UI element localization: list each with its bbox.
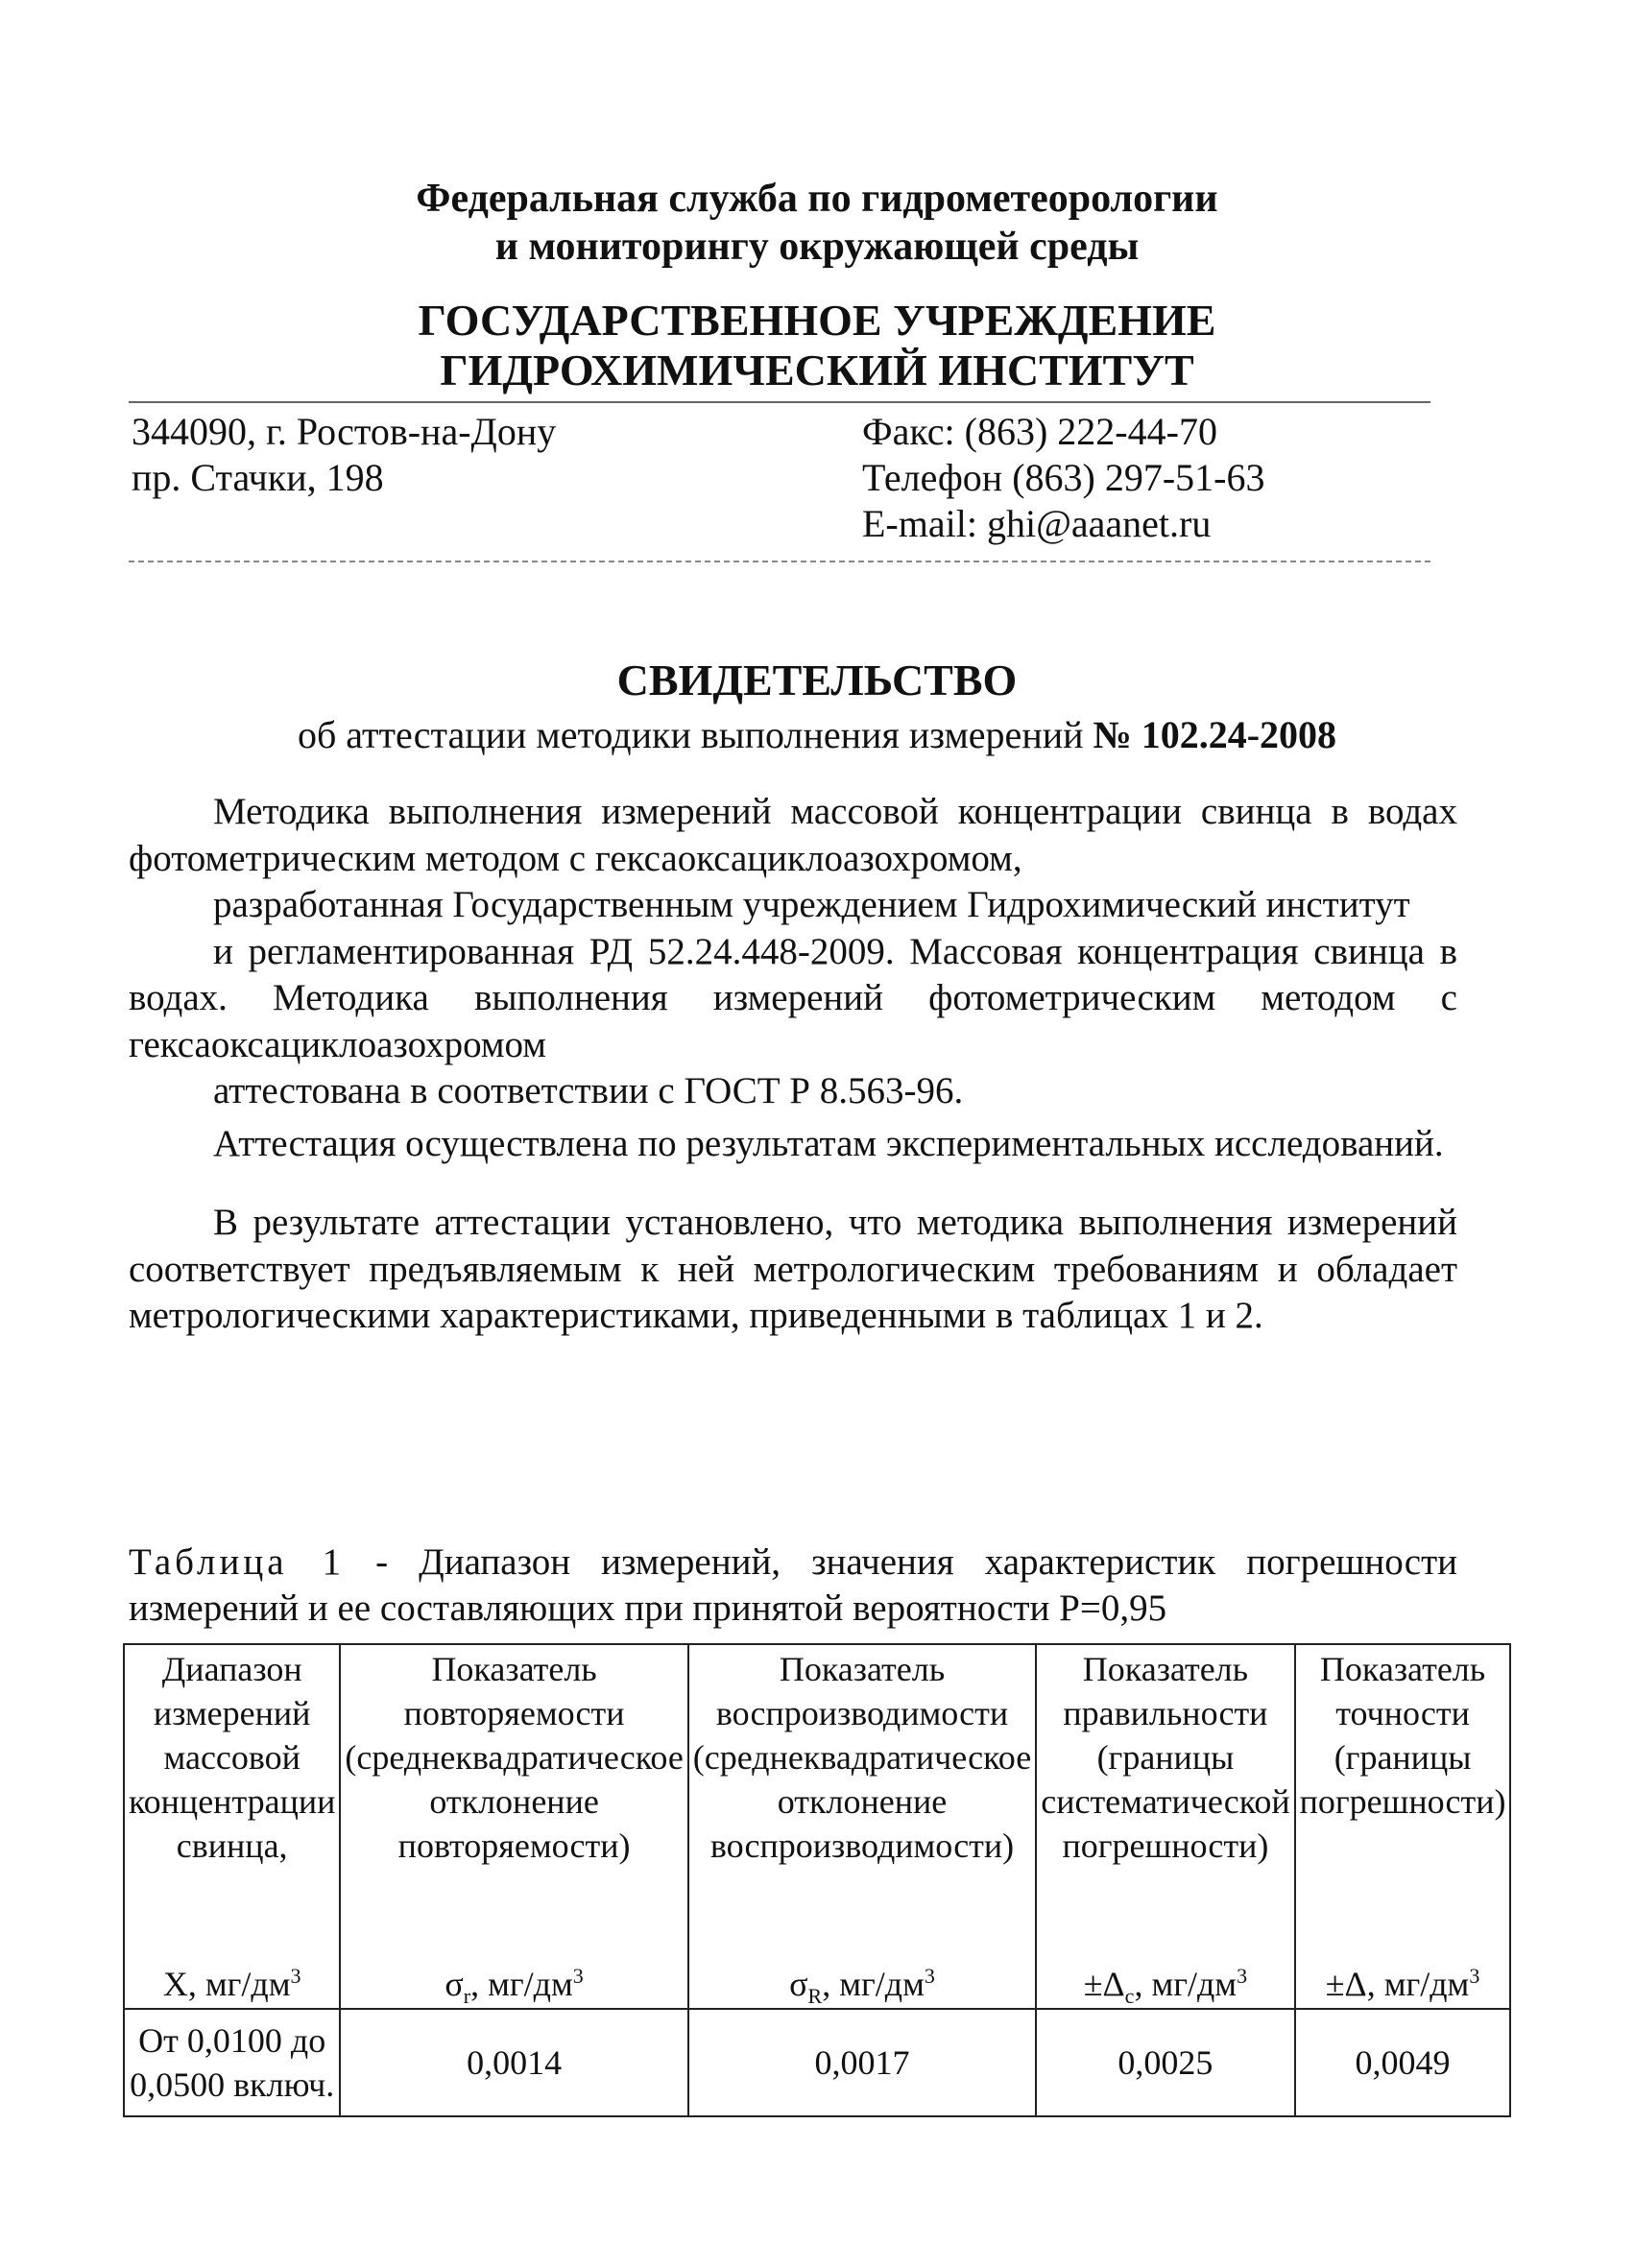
- header-text-accuracy: Показатель точности (границы погрешности): [1299, 1650, 1506, 1821]
- address-block: [132, 409, 556, 501]
- agency-line-1: Федеральная служба по гидрометеорологии: [416, 177, 1218, 221]
- body-paragraph-6: В результате аттестации установлено, что методика выполнения измерений соответствует предъявляемым к ней метрологическим требованиям и обладает метрологическими характеристиками, приведенными в таблицах 1 и 2.: [129, 1202, 1457, 1336]
- email-address: ghi@aaanet.ru: [986, 502, 1212, 545]
- table-header-row: [124, 1644, 1510, 2009]
- header-unit-reproducibility: $\sigma_R$, $мг/дм^3$: [789, 1964, 935, 2009]
- address-line-2: пр. Стачки, 198: [132, 456, 384, 499]
- header-unit-range: X, $мг/дм^3$: [162, 1964, 301, 2003]
- email-label: E-mail:: [862, 502, 987, 545]
- table-1: [123, 1643, 1511, 2117]
- body-paragraph-2: разработанная Государственным учреждением Гидрохимический институт: [213, 884, 1410, 925]
- header-divider-top: [129, 401, 1430, 403]
- certificate-title: СВИДЕТЕЛЬСТВО: [616, 656, 1018, 704]
- phone-line: Телефон (863) 297-51-63: [862, 456, 1265, 499]
- header-text-range: Диапазон измерений массовой концентрации свинца,: [129, 1650, 336, 1865]
- body-paragraph-1: Методика выполнения измерений массовой концентрации свинца в водах фотометрическим методом с гексаоксациклоазохромом,: [129, 791, 1457, 879]
- contacts-block: [862, 409, 1264, 547]
- header-unit-repeatability: $\sigma_r$, $мг/дм^3$: [445, 1964, 584, 2009]
- cell-trueness: 0,0025: [1036, 2009, 1294, 2116]
- cell-range: От 0,0100 до 0,0500 включ.: [124, 2009, 340, 2116]
- agency-line-2: и мониторингу окружающей среды: [494, 225, 1140, 269]
- cell-reproducibility: 0,0017: [688, 2009, 1036, 2116]
- institution-line-2: ГИДРОХИМИЧЕСКИЙ ИНСТИТУТ: [440, 346, 1194, 394]
- header-divider-bottom: [129, 561, 1430, 562]
- body-paragraph-4: аттестована в соответствии с ГОСТ Р 8.563-96.: [213, 1070, 964, 1111]
- certificate-number: № 102.24-2008: [1093, 713, 1337, 756]
- header-text-trueness: Показатель правильности (границы систематической погрешности): [1041, 1650, 1290, 1865]
- table-row: [124, 2009, 1510, 2116]
- header-cell-accuracy: [1295, 1644, 1511, 2009]
- header-cell-range: [124, 1644, 340, 2009]
- header-cell-repeatability: [340, 1644, 687, 2009]
- header-unit-accuracy: ±Δ, $мг/дм^3$: [1325, 1964, 1480, 2003]
- header-cell-trueness: [1036, 1644, 1294, 2009]
- certificate-subtitle: [0, 712, 1634, 758]
- table-1-caption-text: - Диапазон измерений, значения характеристик погрешности измерений и ее составляющих при принятой вероятности P=0,95: [129, 1541, 1457, 1629]
- body-paragraph-5: Аттестация осуществлена по результатам экспериментальных исследований.: [213, 1122, 1444, 1164]
- email-line: [862, 501, 1264, 547]
- header-text-repeatability: Показатель повторяемости (среднеквадратическое отклонение повторяемости): [345, 1650, 684, 1865]
- address-line-1: 344090, г. Ростов-на-Дону: [132, 410, 557, 453]
- certificate-body: [129, 789, 1457, 1340]
- table-1-caption: [129, 1540, 1457, 1632]
- table-1-label: Таблица 1: [129, 1541, 346, 1583]
- fax-line: Факс: (863) 222-44-70: [862, 410, 1217, 453]
- body-paragraph-3: и регламентированная РД 52.24.448-2009. Массовая концентрация свинца в водах. Методика выполнения измерений фотометрическим методом с гексаоксациклоазохромом: [129, 930, 1457, 1065]
- institution-line-1: ГОСУДАРСТВЕННОЕ УЧРЕЖДЕНИЕ: [418, 296, 1216, 345]
- cell-accuracy: 0,0049: [1295, 2009, 1511, 2116]
- header-text-reproducibility: Показатель воспроизводимости (среднеквадратическое отклонение воспроизводимости): [692, 1650, 1032, 1865]
- header-cell-reproducibility: [688, 1644, 1036, 2009]
- header-unit-trueness: $\pm\Delta_c$, $мг/дм^3$: [1083, 1964, 1248, 2009]
- agency-name: [0, 175, 1634, 271]
- cell-repeatability: 0,0014: [340, 2009, 687, 2116]
- institution-name: [0, 296, 1634, 395]
- certificate-subtitle-text: об аттестации методики выполнения измерений: [297, 713, 1093, 756]
